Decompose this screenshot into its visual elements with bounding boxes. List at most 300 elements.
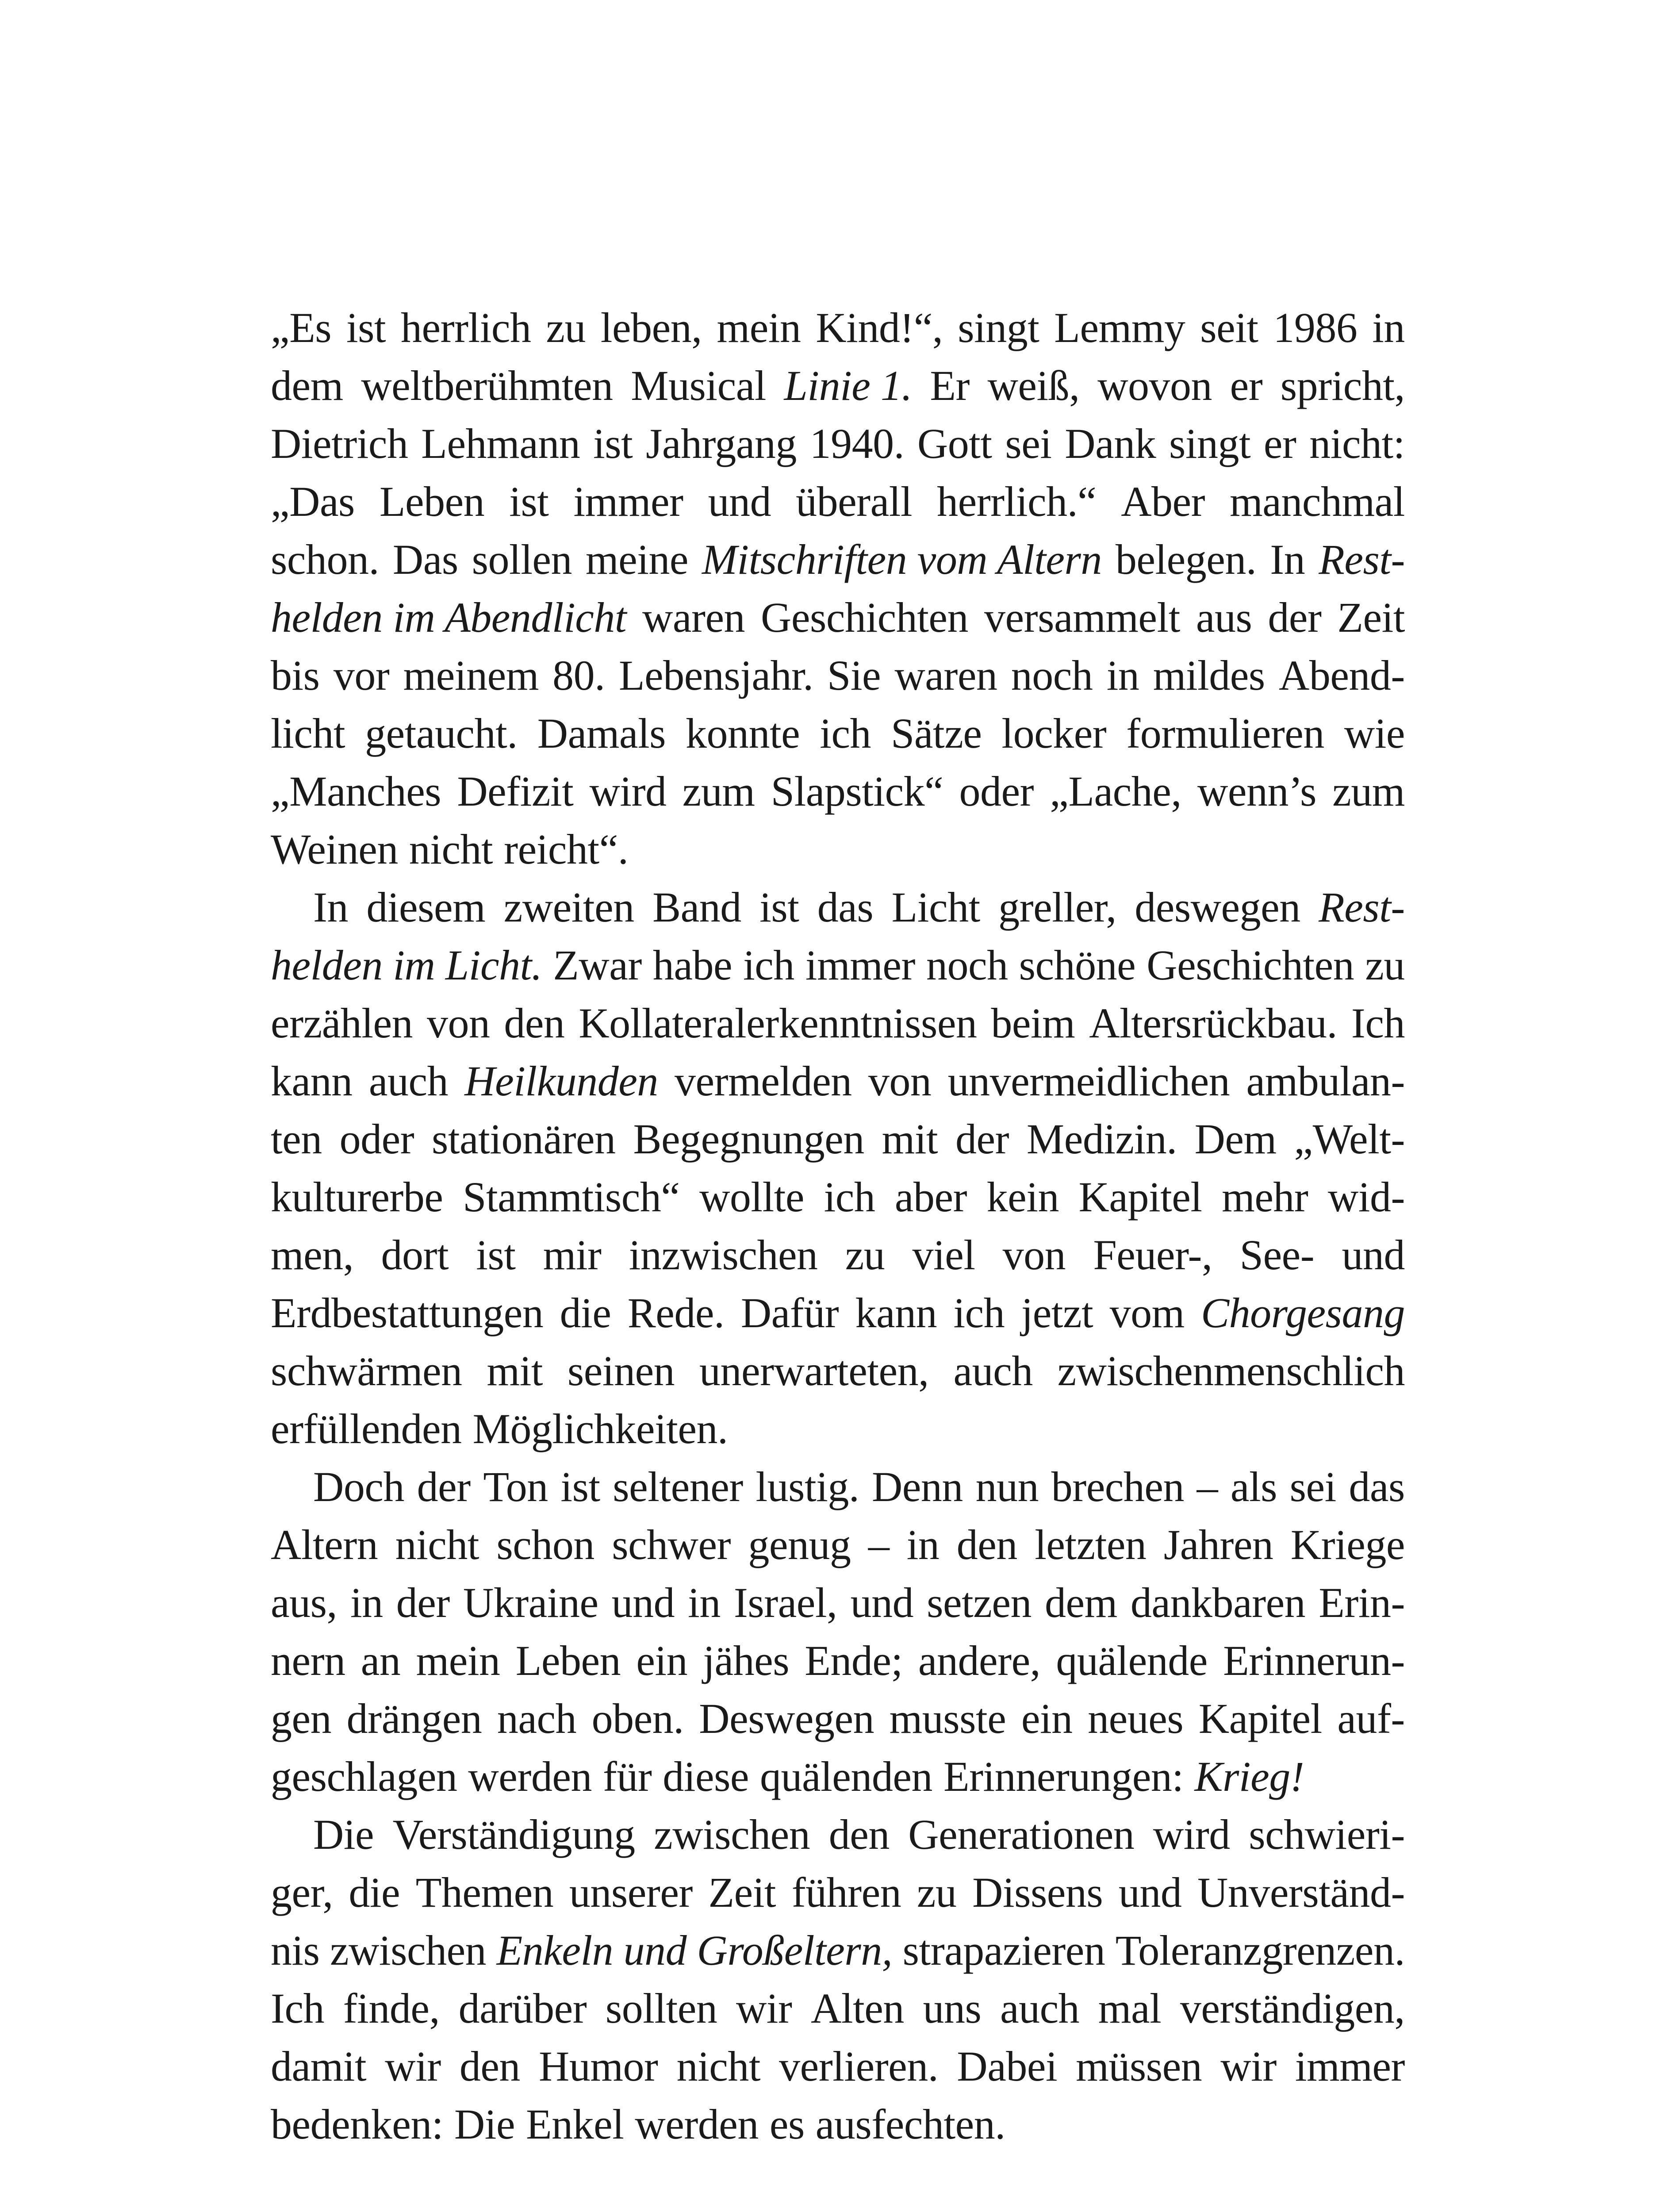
text-line xyxy=(271,1690,1405,1747)
text-line xyxy=(271,1979,1405,2037)
word: drängen xyxy=(346,1695,482,1742)
word: Kapitel xyxy=(1078,1173,1202,1221)
word: sollten xyxy=(605,1985,717,2032)
word: Leben xyxy=(379,478,485,525)
word: mal xyxy=(1098,1985,1162,2032)
word: Dissens xyxy=(972,1869,1103,1916)
word: Erin- xyxy=(1319,1579,1405,1626)
italic-word: helden im Abendlicht xyxy=(271,594,627,641)
word: In xyxy=(1270,536,1305,583)
word: Das xyxy=(392,536,458,583)
word: mit xyxy=(487,1347,543,1394)
word: Licht xyxy=(891,883,980,931)
word: immer xyxy=(1295,2043,1405,2090)
word: 1986 xyxy=(1273,304,1358,351)
word: das xyxy=(817,883,874,931)
word: Dank xyxy=(1065,420,1156,467)
word: letzten xyxy=(1035,1521,1147,1568)
word: in xyxy=(688,1579,721,1626)
word: er xyxy=(1263,420,1296,467)
word: mit xyxy=(882,1115,938,1163)
word: Erinnerun- xyxy=(1223,1637,1405,1684)
word: Leben xyxy=(515,1637,621,1684)
word: Kollateralerkenntnissen xyxy=(579,999,977,1047)
word: Gott xyxy=(917,420,992,467)
word: Zeit xyxy=(708,1869,776,1916)
word: und xyxy=(1342,1231,1405,1279)
text-line xyxy=(271,1458,1405,1516)
word: mein xyxy=(717,304,801,351)
word: sei xyxy=(1005,420,1052,467)
word: zwischen xyxy=(330,1927,487,1974)
word: bedenken: xyxy=(271,2101,443,2148)
word: andere, xyxy=(918,1637,1041,1684)
italic-word: Rest- xyxy=(1319,536,1405,583)
paragraph xyxy=(271,1458,1405,1805)
word: Zeit xyxy=(1337,594,1405,641)
word: diese xyxy=(663,1753,749,1800)
word: Toleranzgrenzen. xyxy=(1115,1927,1405,1974)
word: ist xyxy=(346,304,386,351)
word: wenn’s xyxy=(1197,768,1316,815)
word: Kapitel xyxy=(1198,1695,1322,1742)
word: ein xyxy=(1021,1695,1073,1742)
word: meine xyxy=(585,536,688,583)
word: aus xyxy=(1196,594,1252,641)
word: ich xyxy=(824,1173,875,1221)
word: Altersrückbau. xyxy=(1089,999,1337,1047)
word: oder xyxy=(959,768,1034,815)
word: ger, xyxy=(271,1869,333,1916)
word: singt xyxy=(958,304,1039,351)
word: Dafür xyxy=(740,1289,839,1336)
word: Dem xyxy=(1194,1115,1277,1163)
text-line xyxy=(271,1168,1405,1226)
word: diesem xyxy=(366,883,486,931)
word: finde, xyxy=(343,1985,440,2032)
text-line xyxy=(271,820,1405,878)
word: zu xyxy=(546,304,586,351)
italic-word: Krieg! xyxy=(1194,1753,1304,1800)
word: das xyxy=(1349,1463,1405,1510)
word: nach xyxy=(497,1695,577,1742)
word: quälenden xyxy=(759,1753,932,1800)
word: Erdbestattungen xyxy=(271,1289,544,1336)
text-line xyxy=(271,994,1405,1052)
word: den xyxy=(828,1811,890,1858)
word: kann xyxy=(855,1289,937,1336)
word: erzählen xyxy=(271,999,413,1047)
word: unerwarteten, xyxy=(699,1347,929,1394)
word: und xyxy=(611,1579,675,1626)
word: ist xyxy=(509,478,549,525)
word: ist xyxy=(476,1231,516,1279)
word: See- xyxy=(1239,1231,1315,1279)
word: oder xyxy=(339,1115,414,1163)
word: viel xyxy=(912,1231,975,1279)
word: 1940. xyxy=(809,420,905,467)
italic-word: Chorgesang xyxy=(1201,1289,1405,1336)
word: musste xyxy=(889,1695,1006,1742)
word: der xyxy=(1268,594,1322,641)
word: unvermeidlichen xyxy=(947,1057,1230,1105)
text-line xyxy=(271,472,1405,530)
word: auch xyxy=(368,1057,449,1105)
body-text xyxy=(271,299,1405,2153)
word: zum xyxy=(682,768,755,815)
paragraph xyxy=(271,878,1405,1458)
word: Unverständ- xyxy=(1197,1869,1405,1916)
word: Generationen xyxy=(908,1811,1135,1858)
text-line xyxy=(271,762,1405,820)
word: Israel, xyxy=(733,1579,837,1626)
word: greller, xyxy=(998,883,1116,931)
word: wird xyxy=(1153,1811,1230,1858)
word: ich xyxy=(743,941,794,989)
word: waren xyxy=(642,594,745,641)
word: führen xyxy=(791,1869,901,1916)
word: den xyxy=(504,999,565,1047)
word: ausfechten. xyxy=(815,2101,1005,2148)
word: versammelt xyxy=(984,594,1180,641)
word: kulturerbe xyxy=(271,1173,443,1221)
word: Rede. xyxy=(627,1289,725,1336)
word: an xyxy=(360,1637,401,1684)
text-line xyxy=(271,1284,1405,1342)
word: Ich xyxy=(1351,999,1405,1047)
italic-word: Enkeln und Großeltern, xyxy=(496,1927,893,1974)
word: wir xyxy=(385,2043,441,2090)
word: 80. xyxy=(552,652,605,699)
word: der xyxy=(396,1579,450,1626)
word: men, xyxy=(271,1231,354,1279)
word: deswegen xyxy=(1135,883,1300,931)
word: – xyxy=(868,1521,890,1568)
word: Jahren xyxy=(1163,1521,1273,1568)
text-line xyxy=(271,1110,1405,1168)
word: Ende; xyxy=(805,1637,903,1684)
word: ambulan- xyxy=(1246,1057,1405,1105)
word: immer xyxy=(805,941,915,989)
word: jetzt xyxy=(1021,1289,1093,1336)
word: quälende xyxy=(1056,1637,1208,1684)
word: Kriege xyxy=(1290,1521,1405,1568)
word: er xyxy=(1230,362,1263,409)
word: mildes xyxy=(1153,652,1265,699)
word: Enkel xyxy=(526,2101,624,2148)
word: wir xyxy=(1220,2043,1277,2090)
word: Ich xyxy=(271,1985,325,2032)
word: und xyxy=(850,1579,914,1626)
word: Weinen xyxy=(271,826,398,873)
word: uns xyxy=(923,1985,982,2032)
word: zweiten xyxy=(503,883,634,931)
word: nicht: xyxy=(1309,420,1405,467)
italic-word: Mitschriften vom Altern xyxy=(702,536,1102,583)
text-line xyxy=(271,1342,1405,1400)
word: schon. xyxy=(271,536,379,583)
text-line xyxy=(271,357,1405,415)
word: vom xyxy=(1109,1289,1185,1336)
word: Sie xyxy=(827,652,881,699)
word: konnte xyxy=(686,710,800,757)
word: werden xyxy=(635,2101,759,2148)
word: in xyxy=(906,1521,940,1568)
word: wollte xyxy=(699,1173,805,1221)
italic-word: helden im Licht. xyxy=(271,941,542,989)
word: jähes xyxy=(703,1637,790,1684)
word: genug xyxy=(748,1521,851,1568)
word: und xyxy=(708,478,771,525)
word: manchmal xyxy=(1230,478,1405,525)
word: sollen xyxy=(472,536,572,583)
word: nicht xyxy=(676,2043,761,2090)
word: Dabei xyxy=(957,2043,1058,2090)
text-line xyxy=(271,878,1405,936)
word: dem xyxy=(271,362,343,409)
word: wird xyxy=(589,768,667,815)
word: nun xyxy=(975,1463,1039,1510)
word: Lebensjahr. xyxy=(618,652,813,699)
word: zu xyxy=(917,1869,957,1916)
word: für xyxy=(602,1753,652,1800)
word: reicht“. xyxy=(504,826,629,873)
word: Abend- xyxy=(1278,652,1405,699)
word: wie xyxy=(1344,710,1405,757)
word: weltberühmten xyxy=(361,362,613,409)
word: nicht xyxy=(395,1521,479,1568)
word: schöne xyxy=(1019,941,1136,989)
word: licht xyxy=(271,710,345,757)
word: darüber xyxy=(458,1985,587,2032)
word: singt xyxy=(1169,420,1251,467)
text-line xyxy=(271,1632,1405,1690)
word: den xyxy=(956,1521,1017,1568)
word: damit xyxy=(271,2043,367,2090)
word: Zwar xyxy=(553,941,642,989)
text-line xyxy=(271,1516,1405,1574)
word: Denn xyxy=(871,1463,963,1510)
word: „Es xyxy=(271,304,332,351)
word: ist xyxy=(560,1463,600,1510)
text-line xyxy=(271,1052,1405,1110)
word: schwärmen xyxy=(271,1347,462,1394)
word: Die xyxy=(454,2101,515,2148)
word: „Lache, xyxy=(1050,768,1181,815)
text-line xyxy=(271,530,1405,588)
text-line xyxy=(271,1921,1405,1979)
word: setzen xyxy=(927,1579,1032,1626)
word: noch xyxy=(926,941,1008,989)
word: belegen. xyxy=(1115,536,1257,583)
word: habe xyxy=(652,941,732,989)
word: strapazieren xyxy=(902,1927,1105,1974)
word: ist xyxy=(759,883,799,931)
word: den xyxy=(459,2043,520,2090)
text-line xyxy=(271,1226,1405,1284)
word: brechen xyxy=(1051,1463,1185,1510)
text-line xyxy=(271,299,1405,357)
word: schon xyxy=(496,1521,594,1568)
word: „Welt- xyxy=(1294,1115,1405,1163)
word: Möglichkeiten. xyxy=(472,1405,728,1452)
word: immer xyxy=(573,478,683,525)
word: Kind!“, xyxy=(816,304,943,351)
word: vor xyxy=(333,652,390,699)
word: von xyxy=(868,1057,932,1105)
word: in xyxy=(1106,652,1139,699)
word: Themen xyxy=(415,1869,554,1916)
word: gen xyxy=(271,1695,332,1742)
word: von xyxy=(1002,1231,1066,1279)
word: zwischen xyxy=(654,1811,810,1858)
word: Deswegen xyxy=(699,1695,874,1742)
word: ich xyxy=(953,1289,1005,1336)
paragraph xyxy=(271,1805,1405,2153)
text-line xyxy=(271,646,1405,704)
word: dem xyxy=(1045,1579,1117,1626)
word: Verständigung xyxy=(392,1811,635,1858)
text-line xyxy=(271,2095,1405,2153)
word: erfüllenden xyxy=(271,1405,462,1452)
word: Lehmann xyxy=(421,420,580,467)
word: Er xyxy=(930,362,970,409)
word: Begegnungen xyxy=(633,1115,864,1163)
word: werden xyxy=(468,1753,592,1800)
word: verständigen, xyxy=(1180,1985,1405,2032)
word: dankbaren xyxy=(1130,1579,1306,1626)
word: müssen xyxy=(1076,2043,1202,2090)
word: Aber xyxy=(1121,478,1205,525)
word: aber xyxy=(894,1173,967,1221)
word: als xyxy=(1230,1463,1277,1510)
word: Medizin. xyxy=(1026,1115,1177,1163)
word: auf- xyxy=(1337,1695,1405,1742)
text-line xyxy=(271,1805,1405,1863)
word: – xyxy=(1196,1463,1218,1510)
word: vermelden xyxy=(675,1057,852,1105)
word: waren xyxy=(894,652,997,699)
word: nern xyxy=(271,1637,345,1684)
word: kein xyxy=(986,1173,1059,1221)
word: in xyxy=(350,1579,383,1626)
word: „Manches xyxy=(271,768,441,815)
word: auch xyxy=(953,1347,1033,1394)
word: nis xyxy=(271,1927,320,1974)
text-line xyxy=(271,2037,1405,2095)
word: Band xyxy=(652,883,741,931)
text-line xyxy=(271,1747,1405,1805)
word: zum xyxy=(1332,768,1405,815)
word: Humor xyxy=(539,2043,658,2090)
word: getaucht. xyxy=(365,710,518,757)
word: Damals xyxy=(537,710,666,757)
word: zu xyxy=(845,1231,885,1279)
italic-word: Heilkunden xyxy=(464,1057,658,1105)
word: Geschichten xyxy=(1147,941,1354,989)
word: In xyxy=(313,883,348,931)
word: „Das xyxy=(271,478,355,525)
word: Defizit xyxy=(457,768,574,815)
word: ein xyxy=(636,1637,688,1684)
word: Ton xyxy=(483,1463,548,1510)
text-line xyxy=(271,1574,1405,1632)
word: formulieren xyxy=(1126,710,1324,757)
word: ist xyxy=(593,420,633,467)
text-line xyxy=(271,704,1405,762)
word: Stammtisch“ xyxy=(463,1173,680,1221)
word: bis xyxy=(271,652,320,699)
word: Ukraine xyxy=(463,1579,598,1626)
word: sei xyxy=(1289,1463,1336,1510)
word: Altern xyxy=(271,1521,378,1568)
word: in xyxy=(1372,304,1405,351)
word: Lemmy xyxy=(1054,304,1185,351)
word: und xyxy=(1118,1869,1182,1916)
word: auch xyxy=(1000,1985,1080,2032)
word: mir xyxy=(543,1231,602,1279)
word: Doch xyxy=(313,1463,404,1510)
word: es xyxy=(769,2101,805,2148)
word: verlieren. xyxy=(779,2043,939,2090)
word: locker xyxy=(1001,710,1107,757)
word: inzwischen xyxy=(629,1231,818,1279)
italic-word: Linie 1. xyxy=(784,362,912,409)
word: überall xyxy=(796,478,913,525)
word: mein xyxy=(416,1637,500,1684)
word: kann xyxy=(271,1057,353,1105)
word: leben, xyxy=(600,304,702,351)
word: herrlich xyxy=(401,304,531,351)
word: neues xyxy=(1088,1695,1184,1742)
word: dort xyxy=(381,1231,449,1279)
word: schwieri- xyxy=(1249,1811,1405,1858)
word: zu xyxy=(1365,941,1405,989)
word: unserer xyxy=(569,1869,693,1916)
word: Jahrgang xyxy=(646,420,797,467)
word: von xyxy=(426,999,490,1047)
word: wovon xyxy=(1097,362,1212,409)
word: der xyxy=(955,1115,1009,1163)
word: die xyxy=(560,1289,611,1336)
word: wir xyxy=(736,1985,792,2032)
word: beim xyxy=(991,999,1075,1047)
word: ich xyxy=(820,710,871,757)
word: schwer xyxy=(612,1521,731,1568)
text-line xyxy=(271,1863,1405,1921)
word: Alten xyxy=(811,1985,904,2032)
paragraph xyxy=(271,299,1405,878)
word: wid- xyxy=(1327,1173,1405,1221)
word: meinem xyxy=(403,652,539,699)
word: herrlich.“ xyxy=(937,478,1097,525)
text-line xyxy=(271,1400,1405,1458)
word: aus, xyxy=(271,1579,337,1626)
text-line xyxy=(271,415,1405,472)
word: Musical xyxy=(631,362,766,409)
italic-word: Rest- xyxy=(1319,883,1405,931)
word: ten xyxy=(271,1115,322,1163)
word: Slapstick“ xyxy=(771,768,943,815)
word: seltener xyxy=(613,1463,743,1510)
word: weiß, xyxy=(987,362,1080,409)
word: spricht, xyxy=(1280,362,1405,409)
word: geschlagen xyxy=(271,1753,457,1800)
word: Dietrich xyxy=(271,420,408,467)
word: oben. xyxy=(591,1695,684,1742)
word: zwischenmenschlich xyxy=(1057,1347,1405,1394)
word: Geschichten xyxy=(761,594,969,641)
